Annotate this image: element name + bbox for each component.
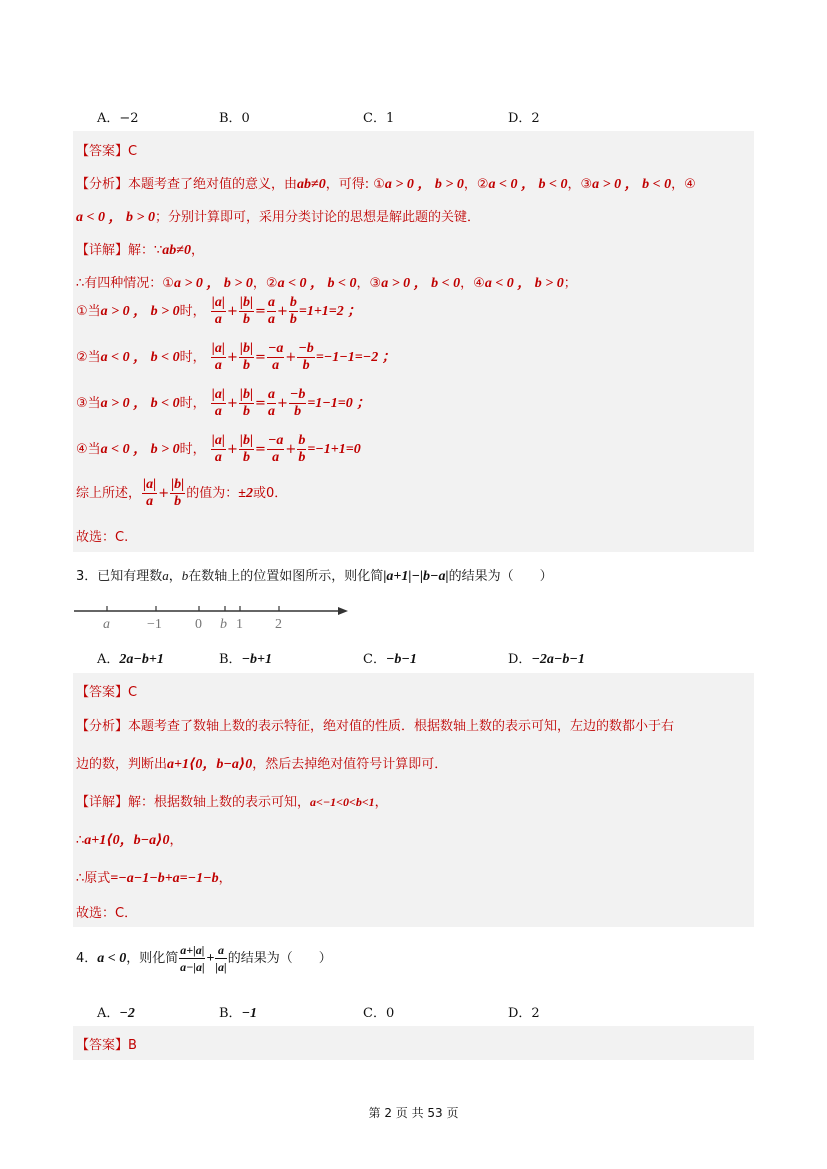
q4-option-d: D．2 <box>508 1006 540 1021</box>
q2-detail-line1: 【详解】解：∵ab≠0， <box>76 243 204 258</box>
q3-detail-line1: 【详解】解：根据数轴上数的表示可知，a<−1<0<b<1， <box>76 795 388 810</box>
label-2: 2 <box>275 617 282 632</box>
q3-analysis-line2: 边的数，判断出a+1⟨0，b−a⟩0，然后去掉绝对值符号计算即可． <box>76 757 448 772</box>
q2-answer: 【答案】C <box>76 144 138 159</box>
q4-solution-box <box>73 1026 754 1060</box>
q2-option-b: B．0 <box>219 111 250 126</box>
q4-stem: 4．a < 0，则化简 $\frac{a+|a|}{a-|a|}$ + $\frac{a}{|a|}$ 的结果为（ ） <box>76 943 332 974</box>
q3-option-d: D．−2a−b−1 <box>508 652 585 667</box>
q4-option-a: A．−2 <box>97 1006 135 1021</box>
q2-summary: 综上所述， $\frac{|a|}{a}$ + $\frac{|b|}{b}$ 的值为：±2或0． <box>76 477 288 509</box>
q3-option-b: B．−b+1 <box>219 652 273 667</box>
q3-detail-line2: ∴a+1⟨0，b−a⟩0， <box>76 833 183 848</box>
q4-option-b: B．−1 <box>219 1006 258 1021</box>
q2-option-c: C．1 <box>363 111 395 126</box>
label-1: 1 <box>236 617 243 632</box>
q2-detail-line2: ∴有四种情况：①a > 0 ， b > 0，②a < 0 ， b < 0，③a > 0 ， b < 0，④a < 0 ， b > 0； <box>76 276 577 291</box>
q2-choose: 故选：C. <box>76 530 129 545</box>
q3-detail-line3: ∴原式=−a−1−b+a=−1−b， <box>76 871 232 886</box>
q3-stem: 3．已知有理数a，b在数轴上的位置如图所示，则化简|a+1|−|b−a|的结果为（ ） <box>76 568 553 584</box>
number-line <box>70 598 360 634</box>
label-a: a <box>103 617 110 632</box>
q2-case-3: ③当a > 0 ， b < 0时， $\frac{|a|}{a}$ + $\frac{|b|}{b}$ = $\frac{a}{a}$ + $\frac{-b}{b}$ =1−1=0 ； <box>76 387 371 419</box>
q2-solution-box <box>73 131 754 552</box>
label-0: 0 <box>195 617 202 632</box>
page-footer: 第 2 页 共 53 页 <box>368 1106 459 1120</box>
q2-case-4: ④当a < 0 ， b > 0时， $\frac{|a|}{a}$ + $\frac{|b|}{b}$ = $\frac{-a}{a}$ + $\frac{b}{b}$ =−1+1=0 <box>76 433 361 465</box>
q3-analysis-line1: 【分析】本题考查了数轴上数的表示特征，绝对值的性质．根据数轴上数的表示可知，左边的数都小于右 <box>76 719 675 734</box>
q2-case-1: ①当a > 0 ， b > 0时， $\frac{|a|}{a}$ + $\frac{|b|}{b}$ = $\frac{a}{a}$ + $\frac{b}{b}$ =1+1=2 ； <box>76 295 362 327</box>
label-b: b <box>220 617 227 632</box>
q2-analysis-line1: 【分析】本题考查了绝对值的意义，由ab≠0，可得: ①a > 0 ， b > 0，②a < 0 ， b < 0，③a > 0 ， b < 0，④ <box>76 177 696 192</box>
q3-option-a: A．2a−b+1 <box>97 652 164 667</box>
label-minus-1: −1 <box>147 617 162 632</box>
q2-case-2: ②当a < 0 ， b < 0时， $\frac{|a|}{a}$ + $\frac{|b|}{b}$ = $\frac{-a}{a}$ + $\frac{-b}{b}$ =−1−1=−2 ； <box>76 341 396 373</box>
q2-option-a: A．−2 <box>97 111 139 126</box>
q4-answer: 【答案】B <box>76 1038 137 1053</box>
q2-option-d: D．2 <box>508 111 540 126</box>
q4-option-c: C．0 <box>363 1006 395 1021</box>
q3-option-c: C．−b−1 <box>363 652 417 667</box>
q3-answer: 【答案】C <box>76 685 138 700</box>
q3-solution-box <box>73 673 754 927</box>
q3-choose: 故选：C． <box>76 906 138 921</box>
q2-analysis-line2: a < 0 ， b > 0；分别计算即可，采用分类讨论的思想是解此题的关键． <box>76 210 480 225</box>
